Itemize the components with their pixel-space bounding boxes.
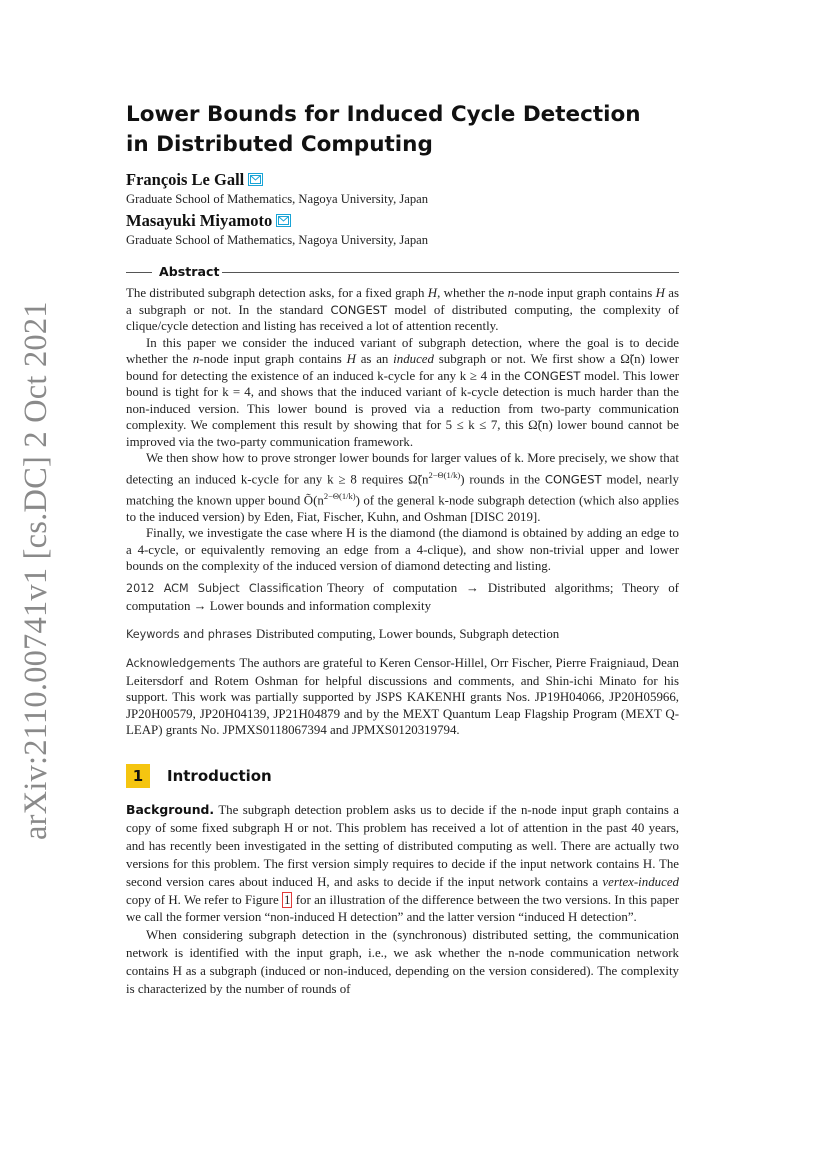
abstract-header-rule [126, 265, 679, 279]
ack-label: Acknowledgements [126, 657, 236, 670]
author-1-name: François Le Gall [126, 170, 245, 189]
ack-text: The authors are grateful to Keren Censor-Hillel, Orr Fischer, Pierre Fraigniaud, Dean Leitersdorf and Rotem Oshman for helpful discussions and comments, and Shin-ichi Minato for his support. This work was partially supported by JSPS KAKENHI grants Nos. JP19H04066, JP20H05966, JP20H00579, JP20H04139, JP21H04879 and by the MEXT Quantum Leap Flagship Program (MEXT Q-LEAP) grants No. JPMXS0118067394 and JPMXS0120319794. [126, 656, 679, 738]
abstract-paragraph-4: Finally, we investigate the case where H is the diamond (the diamond is obtained by adding an edge to a 4-cycle, or equivalently removing an edge from a 4-clique), and show non-trivial upper and lower bounds on the complexity of the induced version of diamond detecting and listing. [126, 526, 679, 574]
section-title: Introduction [167, 767, 272, 785]
section-number: 1 [126, 764, 150, 788]
abstract-paragraph-1: The distributed subgraph detection asks, for a fixed graph H, whether the n-node input graph contains H as a subgraph or not. In the standard CONGEST model of distributed computing, the complexity of clique/cycle detection and listing has received a lot of attention recently. [126, 286, 679, 334]
rule-right [222, 272, 679, 273]
intro-paragraph-2: When considering subgraph detection in the (synchronous) distributed setting, the communication network is identified with the input graph, i.e., we ask whether the n-node communication network contains H as a subgraph (induced or non-induced, depending on the version considered). The complexity is characterized by the number of rounds of [126, 928, 679, 997]
title-line-2: in Distributed Computing [126, 132, 433, 157]
arxiv-identifier-stamp: arXiv:2110.00741v1 [cs.DC] 2 Oct 2021 [18, 301, 54, 840]
intro-paragraph-1: Background. The subgraph detection problem asks us to decide if the n-node input graph contains a copy of some fixed subgraph H or not. This problem has received a lot of attention in the past 40 years, and has recently been investigated in the setting of distributed computing as well. There are actually two versions for this problem. The first version simply requires to decide if the input network contains H. The second version cares about induced H, and asks to decide if the input network contains a vertex-induced copy of H. We refer to Figure 1 for an illustration of the difference between the two versions. In this paper we call the former version “non-induced H detection” and the latter version “induced H detection”. [126, 802, 680, 925]
paper-title [126, 100, 686, 160]
keywords-text: Distributed computing, Lower bounds, Subgraph detection [255, 627, 560, 641]
keywords-label: Keywords and phrases [126, 628, 252, 641]
email-icon[interactable] [276, 214, 291, 227]
abstract-heading: Abstract [159, 264, 220, 279]
keywords [126, 626, 679, 644]
abstract-paragraph-3: We then show how to prove stronger lower bounds for larger values of k. More precisely, we show that detecting an induced k-cycle for any k ≥ 8 requires $\Omegã(n^{2-\Theta(1/k)})$ rounds in the CONGEST model, nearly matching the known upper bound $Õ(n^{2-\Theta(1/k)})$ of the general k-node subgraph detection (which also applies to the induced version) by Eden, Fiat, Fischer, Kuhn, and Oshman [DISC 2019]. [126, 451, 680, 524]
title-line-1: Lower Bounds for Induced Cycle Detection [126, 102, 641, 127]
acm-label: 2012 ACM Subject Classification [126, 582, 323, 595]
author-1-affiliation: Graduate School of Mathematics, Nagoya University, Japan [126, 192, 429, 206]
acm-text: Theory of computation → Distributed algorithms; Theory of computation → Lower bounds and information complexity [126, 581, 679, 613]
acm-classification [126, 580, 679, 614]
abstract-body [126, 285, 679, 575]
introduction-body [126, 801, 679, 999]
runin-heading: Background. [126, 802, 215, 817]
author-2 [126, 211, 291, 231]
author-2-affiliation: Graduate School of Mathematics, Nagoya University, Japan [126, 233, 429, 247]
email-icon[interactable] [248, 173, 263, 186]
rule-left [126, 272, 152, 273]
author-2-name: Masayuki Miyamoto [126, 211, 273, 230]
figure-reference-link[interactable]: 1 [284, 892, 291, 907]
abstract-paragraph-2: In this paper we consider the induced variant of subgraph detection, where the goal is to decide whether the n-node input graph contains H as an induced subgraph or not. We first show a Ω̃(n) lower bound for detecting the existence of an induced k-cycle for any k ≥ 4 in the CONGEST model. This lower bound is tight for k = 4, and shows that the induced variant of k-cycle detection is much harder than the non-induced version. This lower bound is proved via a reduction from two-party communication complexity. We complement this result by showing that for 5 ≤ k ≤ 7, this Ω̃(n) lower bound cannot be improved via the two-party communication framework. [126, 335, 680, 449]
author-1 [126, 170, 263, 190]
acknowledgements [126, 655, 679, 739]
